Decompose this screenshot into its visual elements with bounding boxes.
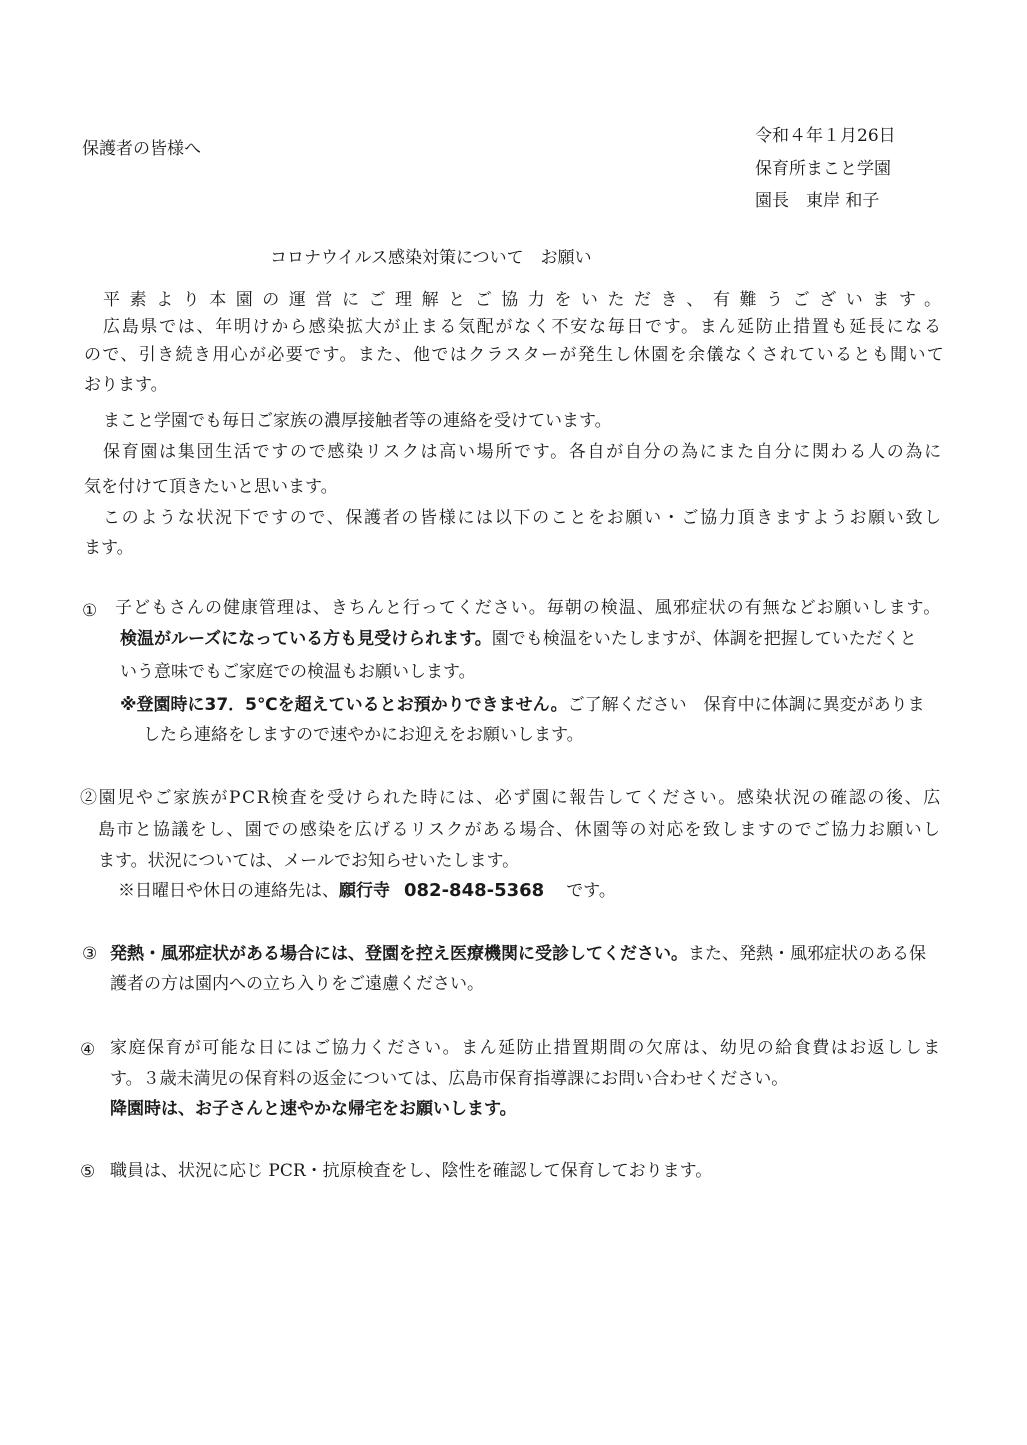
intro-line: まこと学園でも毎日ご家族の濃厚接触者等の連絡を受けています。 xyxy=(103,411,612,431)
item-2-line: ます。状況については、メールでお知らせいたします。 xyxy=(98,851,520,871)
item-1-warning-rest: ご了解ください 保育中に体調に異変がありま xyxy=(567,695,925,715)
item-2-contact xyxy=(118,882,616,900)
item-2-line: ②園児やご家族がPCR検査を受けられた時には、必ず園に報告してください。感染状況の確認の後、広 xyxy=(80,788,942,808)
item-1-bold-note: 検温がルーズになっている方も見受けられます。 xyxy=(120,629,492,649)
intro-line: このような状況下ですので、保護者の皆様には以下のことをお願い・ご協力頂きますようお願い致し xyxy=(103,508,943,528)
item-1-line: いう意味でもご家庭での検温もお願いします。 xyxy=(120,662,476,682)
item-2-line: 島市と協議をし、園での感染を広げるリスクがある場合、休園等の対応を致しますのでご協力お願いし xyxy=(98,820,942,840)
intro-line: ので、引き続き用心が必要です。また、他ではクラスターが発生し休園を余儀なくされているとも聞いて xyxy=(84,345,946,365)
item-5-line: 職員は、状況に応じ PCR・抗原検査をし、陰性を確認して保育しております。 xyxy=(110,1161,713,1181)
item-4-marker: ④ xyxy=(80,1040,96,1060)
item-1-line: したら連絡をしますので速やかにお迎えをお願いします。 xyxy=(143,725,584,745)
item-1-note-rest: 園でも検温をいたしますが、体調を把握していただくと xyxy=(491,629,917,649)
intro-line: ます。 xyxy=(84,538,134,558)
item-4-bold-note: 降園時は、お子さんと速やかな帰宅をお願いします。 xyxy=(110,1099,517,1119)
item-3-bold-note: 発熱・風邪症状がある場合には、登園を控え医療機関に受診してください。 xyxy=(110,944,688,964)
organization: 保育所まこと学園 xyxy=(755,159,891,179)
intro-line: 平素より本園の運営にご理解とご協力をいただき、有難うございます。 xyxy=(103,290,951,310)
item-1-line-4 xyxy=(120,697,925,714)
recipient: 保護者の皆様へ xyxy=(82,139,201,159)
item-3-note-rest: また、発熱・風邪症状のある保 xyxy=(688,944,926,964)
intro-line: 広島県では、年明けから感染拡大が止まる気配がなく不安な毎日です。まん延防止措置も延長になる xyxy=(103,317,943,337)
page-title: コロナウイルス感染対策について お願い xyxy=(270,248,592,268)
item-1-line-2 xyxy=(120,631,917,648)
item-1-temperature-warning: ※登園時に37．5℃を超えているとお預かりできません。 xyxy=(120,695,568,715)
item-1-line: 子どもさんの健康管理は、きちんと行ってください。毎朝の検温、風邪症状の有無などお願いします。 xyxy=(115,598,942,618)
contact-name: 願行寺 xyxy=(339,881,390,901)
item-1-marker: ① xyxy=(82,601,98,621)
sender: 園長 東岸 和子 xyxy=(755,191,880,211)
item-3-marker: ③ xyxy=(82,944,98,964)
contact-prefix: ※日曜日や休日の連絡先は、 xyxy=(118,881,339,901)
contact-phone[interactable]: 082-848-5368 xyxy=(404,880,545,901)
item-5-marker: ⑤ xyxy=(80,1162,96,1182)
intro-line: 気を付けて頂きたいと思います。 xyxy=(84,477,338,497)
contact-suffix: です。 xyxy=(566,881,616,901)
item-4-line: 家庭保育が可能な日にはご協力ください。まん延防止措置期間の欠席は、幼児の給食費はお返ししま xyxy=(110,1038,942,1058)
date: 令和４年１月26日 xyxy=(755,126,896,146)
intro-line: 保育園は集団生活ですので感染リスクは高い場所です。各自が自分の為にまた自分に関わる人の為に xyxy=(103,442,943,462)
item-3-line-1 xyxy=(110,946,926,963)
intro-line: おります。 xyxy=(84,375,168,395)
item-3-line: 護者の方は園内への立ち入りをご遠慮ください。 xyxy=(110,974,484,994)
item-4-line: す。３歳未満児の保育料の返金については、広島市保育指導課にお問い合わせください。 xyxy=(110,1069,789,1089)
